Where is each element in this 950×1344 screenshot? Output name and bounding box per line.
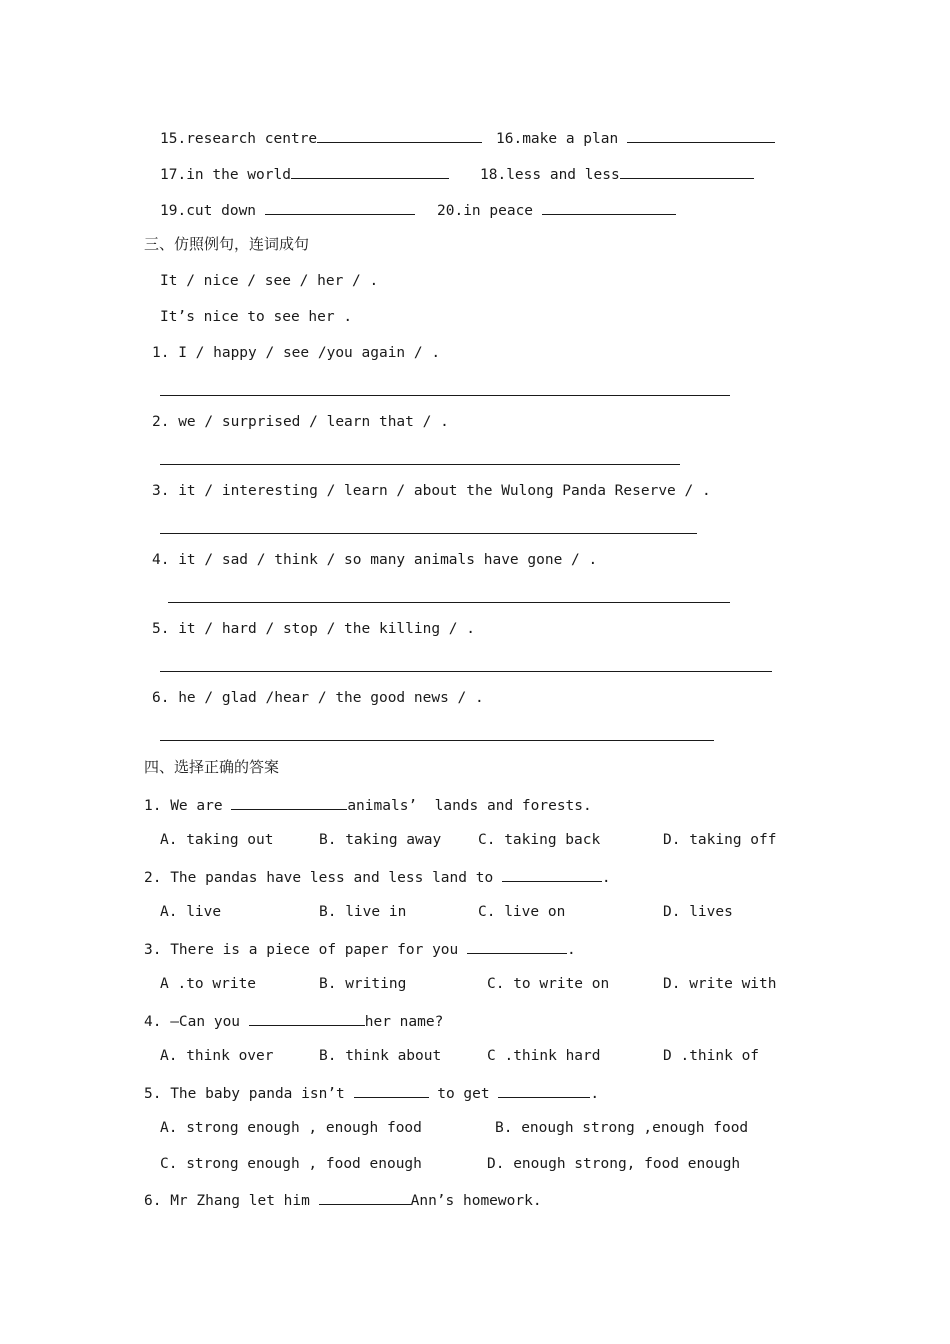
- phrase-16: 16.make a plan: [496, 128, 775, 148]
- answer-line[interactable]: [160, 464, 680, 465]
- question-1: 1. We are animals’ lands and forests.: [144, 795, 592, 815]
- answer-blank[interactable]: [249, 1011, 365, 1026]
- phrase-15: 15.research centre: [160, 128, 482, 148]
- q2-option-c[interactable]: C. live on: [478, 904, 566, 920]
- q3-option-c[interactable]: C. to write on: [487, 976, 610, 992]
- q5-option-c[interactable]: C. strong enough , food enough: [160, 1156, 422, 1172]
- q4-option-d[interactable]: D .think of: [663, 1048, 760, 1064]
- phrase-17: 17.in the world: [160, 164, 449, 184]
- question-3: 3. There is a piece of paper for you .: [144, 939, 576, 959]
- q2-option-d[interactable]: D. lives: [663, 904, 733, 920]
- q3-option-b[interactable]: B. writing: [319, 976, 407, 992]
- reorder-item-6: 6. he / glad /hear / the good news / .: [152, 690, 484, 706]
- question-6: 6. Mr Zhang let him Ann’s homework.: [144, 1190, 542, 1210]
- answer-blank[interactable]: [319, 1190, 411, 1205]
- reorder-item-5: 5. it / hard / stop / the killing / .: [152, 621, 476, 637]
- answer-line[interactable]: [160, 671, 772, 672]
- q4-option-b[interactable]: B. think about: [319, 1048, 442, 1064]
- q5-option-b[interactable]: B. enough strong ,enough food: [495, 1120, 749, 1136]
- q2-option-a[interactable]: A. live: [160, 904, 222, 920]
- reorder-item-4: 4. it / sad / think / so many animals have gone / .: [152, 552, 598, 568]
- q1-option-b[interactable]: B. taking away: [319, 832, 442, 848]
- q4-option-a[interactable]: A. think over: [160, 1048, 274, 1064]
- answer-blank[interactable]: [542, 200, 676, 215]
- q2-option-b[interactable]: B. live in: [319, 904, 407, 920]
- question-4: 4. —Can you her name?: [144, 1011, 443, 1031]
- reorder-item-2: 2. we / surprised / learn that / .: [152, 414, 449, 430]
- answer-blank[interactable]: [467, 939, 567, 954]
- question-5: 5. The baby panda isn’t to get .: [144, 1083, 599, 1103]
- q4-option-c[interactable]: C .think hard: [487, 1048, 601, 1064]
- q5-option-d[interactable]: D. enough strong, food enough: [487, 1156, 741, 1172]
- q3-option-d[interactable]: D. write with: [663, 976, 777, 992]
- section4-heading: 四、选择正确的答案: [144, 758, 280, 776]
- example-prompt: It / nice / see / her / .: [160, 273, 379, 289]
- answer-line[interactable]: [160, 395, 730, 396]
- answer-line[interactable]: [160, 740, 714, 741]
- phrase-18: 18.less and less: [480, 164, 754, 184]
- section3-heading: 三、仿照例句，连词成句: [144, 235, 310, 253]
- answer-line[interactable]: [160, 533, 697, 534]
- answer-blank[interactable]: [627, 128, 775, 143]
- answer-line[interactable]: [168, 602, 730, 603]
- q1-option-a[interactable]: A. taking out: [160, 832, 274, 848]
- q5-option-a[interactable]: A. strong enough , enough food: [160, 1120, 422, 1136]
- answer-blank[interactable]: [502, 867, 602, 882]
- reorder-item-3: 3. it / interesting / learn / about the Wulong Panda Reserve / .: [152, 483, 711, 499]
- q1-option-c[interactable]: C. taking back: [478, 832, 601, 848]
- answer-blank[interactable]: [291, 164, 449, 179]
- answer-blank[interactable]: [265, 200, 415, 215]
- answer-blank[interactable]: [620, 164, 754, 179]
- q3-option-a[interactable]: A .to write: [160, 976, 257, 992]
- phrase-19: 19.cut down: [160, 200, 415, 220]
- example-answer: It’s nice to see her .: [160, 309, 353, 325]
- question-2: 2. The pandas have less and less land to .: [144, 867, 611, 887]
- answer-blank[interactable]: [231, 795, 347, 810]
- answer-blank[interactable]: [317, 128, 482, 143]
- phrase-20: 20.in peace: [437, 200, 676, 220]
- q1-option-d[interactable]: D. taking off: [663, 832, 777, 848]
- answer-blank[interactable]: [354, 1083, 429, 1098]
- answer-blank[interactable]: [498, 1083, 590, 1098]
- reorder-item-1: 1. I / happy / see /you again / .: [152, 345, 441, 361]
